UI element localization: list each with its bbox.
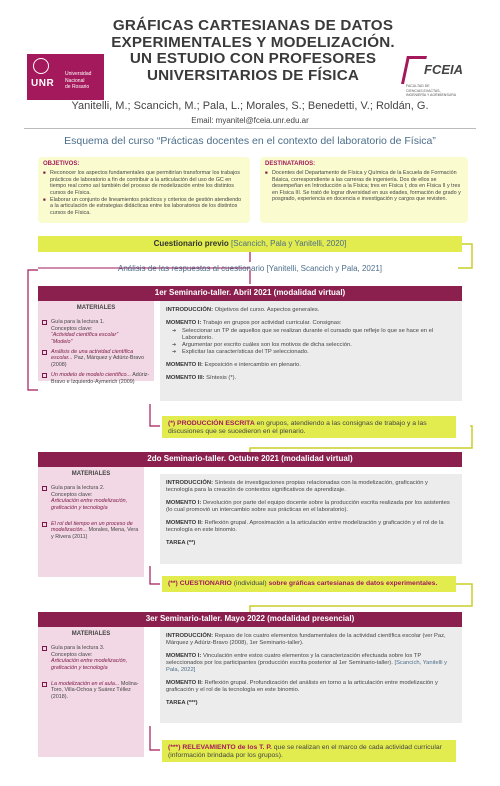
destinatarios-heading: DESTINATARIOS: bbox=[265, 161, 316, 167]
momento-1-text: MOMENTO I: Vinculación entre estos cuatro elementos y la caracterización efectuada sobre los TP seleccionados por los participantes (producción escrita posterior al 1er Seminario-taller). [Scancich, Yanitelli y Pala, 2022] bbox=[166, 653, 448, 673]
seminar-1-actividades bbox=[160, 301, 462, 401]
seminar-2-actividades bbox=[160, 474, 462, 564]
intro-text: INTRODUCCIÓN: Síntesis de investigaciones propias relacionadas con la modelización, graficación y tecnología para la creación de contextos significativos de aprendizaje. bbox=[166, 480, 428, 493]
seminar-1-output: (*) PRODUCCIÓN ESCRITA en grupos, atendiendo a las consignas de trabajo y a las discusiones que se sucedieron en el plenario. bbox=[162, 416, 456, 438]
fceia-logo bbox=[404, 56, 480, 104]
momento-1-text: MOMENTO I: Devolución por parte del equipo docente sobre la producción escrita realizada por los asistentes (lo cual promovió un intercambio sobre sus prácticas en el laboratorio). bbox=[166, 500, 450, 513]
checkbox-icon bbox=[42, 486, 47, 491]
seminar-2-bar: 2do Seminario-taller. Octubre 2021 (modalidad virtual) bbox=[38, 452, 462, 467]
momento-1-text: MOMENTO I: Trabajo en grupos por actividad curricular. Consignas: bbox=[166, 320, 342, 326]
materiales-item: Análisis de una actividad científica escolar... Paz, Márquez y Adúriz-Bravo (2008) bbox=[42, 349, 150, 368]
materiales-item: Guía para la lectura 3. Conceptos clave: Articulación entre modelización, graficación y tecnología bbox=[42, 645, 140, 671]
materiales-item: Guía para la lectura 2. Conceptos clave: Articulación entre modelización, graficación y tecnología bbox=[42, 485, 140, 511]
fceia-logo-abbr: FCEIA bbox=[424, 62, 463, 77]
seminar-3-actividades bbox=[160, 627, 462, 723]
momento-2-text: MOMENTO II: Exposición e intercambio en plenario. bbox=[166, 362, 301, 368]
consigna-item: ➔ Explicitar las características del TP seleccionado. bbox=[172, 349, 456, 356]
materiales-title: MATERIALES bbox=[76, 305, 116, 311]
seminar-1-bar: 1er Seminario-taller. Abril 2021 (modalidad virtual) bbox=[38, 286, 462, 301]
seminar-3-bar: 3er Seminario-taller. Mayo 2022 (modalidad presencial) bbox=[38, 612, 462, 627]
cuestionario-ref: [Scancich, Pala y Yanitelli, 2020] bbox=[231, 239, 347, 248]
intro-text: INTRODUCCIÓN: Objetivos del curso. Aspectos generales. bbox=[166, 307, 320, 313]
checkbox-icon bbox=[42, 320, 47, 325]
materiales-title: MATERIALES bbox=[71, 471, 111, 477]
materiales-item: El rol del tiempo en un proceso de modelización... Morales, Mena, Vera y Rivera (2011) bbox=[42, 521, 140, 540]
s1-loop-line bbox=[28, 270, 38, 390]
checkbox-icon bbox=[42, 682, 47, 687]
objetivos-heading: OBJETIVOS: bbox=[43, 161, 80, 167]
momento-3-text: MOMENTO III: Síntesis (*). bbox=[166, 375, 237, 381]
objetivos-box bbox=[38, 157, 250, 223]
page-title: GRÁFICAS CARTESIANAS DE DATOS EXPERIMENTALES Y MODELIZACIÓN. UN ESTUDIO CON PROFESORES UNIVERSITARIOS DE FÍSICA bbox=[111, 17, 395, 84]
authors: Yanitelli, M.; Scancich, M.; Pala, L.; Morales, S.; Benedetti, V.; Roldán, G. bbox=[71, 100, 429, 112]
seminar-2-materiales bbox=[38, 467, 144, 577]
email: Email: myanitel@fceia.unr.edu.ar bbox=[191, 116, 309, 125]
unr-logo bbox=[27, 54, 104, 100]
objetivos-item: ■ Elaborar un conjunto de lineamientos prácticos y criterios de gestión atendiendo a la articulación de estrategias didácticas entre los laboratorios de los distintos cursos de Física. bbox=[43, 197, 245, 216]
objetivos-item: ■ Reconocer los aspectos fundamentales que permitirían transformar los trabajos prácticos de laboratorio a fin de contribuir a la articulación del uso de GC en tiempo real como así también del proceso de modelización entre los distintos cursos de Física. bbox=[43, 170, 245, 196]
subtitle: Esquema del curso “Prácticas docentes en el contexto del laboratorio de Física” bbox=[64, 135, 436, 147]
seminar-3-output: (***) RELEVAMIENTO de los T. P. que se realizan en el marco de cada actividad curricular (información brindada por los grupos). bbox=[162, 740, 456, 762]
materiales-title: MATERIALES bbox=[71, 631, 111, 637]
unr-seal-icon bbox=[33, 58, 49, 74]
intro-text: INTRODUCCIÓN: Repaso de los cuatro elementos fundamentales de la actividad científica escolar (ver Paz, Márquez y Adúriz-Bravo (2008), 1er Seminario-taller). bbox=[166, 633, 446, 646]
divider bbox=[24, 128, 476, 129]
momento-2-text: MOMENTO II: Reflexión grupal. Profundización del análisis en torno a la articulación entre modelización y graficación y el rol de la tecnología en este binomio. bbox=[166, 680, 438, 693]
consigna-item: ➔ Seleccionar un TP de aquellos que se realizan durante el cursado que refleje lo que se hace en el Laboratorio. bbox=[172, 328, 456, 342]
tarea-text: TAREA (***) bbox=[166, 700, 198, 706]
checkbox-icon bbox=[42, 373, 47, 378]
checkbox-icon bbox=[42, 350, 47, 355]
momento-2-text: MOMENTO II: Reflexión grupal. Aproximación a la articulación entre modelización y graficación y el rol de la tecnología en este binomio. bbox=[166, 520, 444, 533]
unr-logo-abbr: UNR bbox=[31, 78, 55, 89]
checkbox-icon bbox=[42, 646, 47, 651]
materiales-item: La modelización en el aula... Molina-Toro, Villa-Ochoa y Suárez Téllez (2018). bbox=[42, 681, 140, 700]
consigna-item: ➔ Argumentar por escrito cuáles son los motivos de dicha selección. bbox=[172, 342, 456, 349]
destinatarios-item: ■ Docentes del Departamento de Física y Química de la Escuela de Formación Básica, correspondiente a las carreras de ingeniería. Dos de ellos se desempeñan en Introducción a la Física; tres en Física I; dos en Física II y tres en Física III. Se trató de lograr diversidad en sus edades, formación de grado y posgrado, experiencia en docencia e investigación y cargos que revisten. bbox=[265, 170, 463, 202]
cuestionario-bar bbox=[38, 236, 462, 252]
fceia-logo-name: FACULTAD DE CIENCIAS EXACTAS, INGENIERÍA Y AGRIMENSURA bbox=[406, 84, 457, 97]
checkbox-icon bbox=[42, 522, 47, 527]
materiales-item: Un modelo de modelo científico... Adúriz-Bravo e Izquierdo-Aymerich (2009) bbox=[42, 372, 150, 385]
unr-logo-name: Universidad Nacional de Rosario bbox=[65, 71, 92, 90]
destinatarios-box bbox=[260, 157, 468, 223]
tarea-text: TAREA (**) bbox=[166, 540, 196, 546]
seminar-1-materiales bbox=[38, 301, 154, 385]
analisis-text: Análisis de las respuestas al cuestionario [Yanitelli, Scancich y Pala, 2021] bbox=[118, 264, 382, 273]
seminar-2-output: (**) CUESTIONARIO (individual) sobre gráficas cartesianas de datos experimentales. bbox=[162, 576, 456, 592]
cuestionario-label: Cuestionario previo bbox=[153, 239, 229, 248]
materiales-item: Guía para la lectura 1. Conceptos clave: “Actividad científica escolar” “Modelo” bbox=[42, 319, 150, 345]
seminar-3-materiales bbox=[38, 627, 144, 757]
